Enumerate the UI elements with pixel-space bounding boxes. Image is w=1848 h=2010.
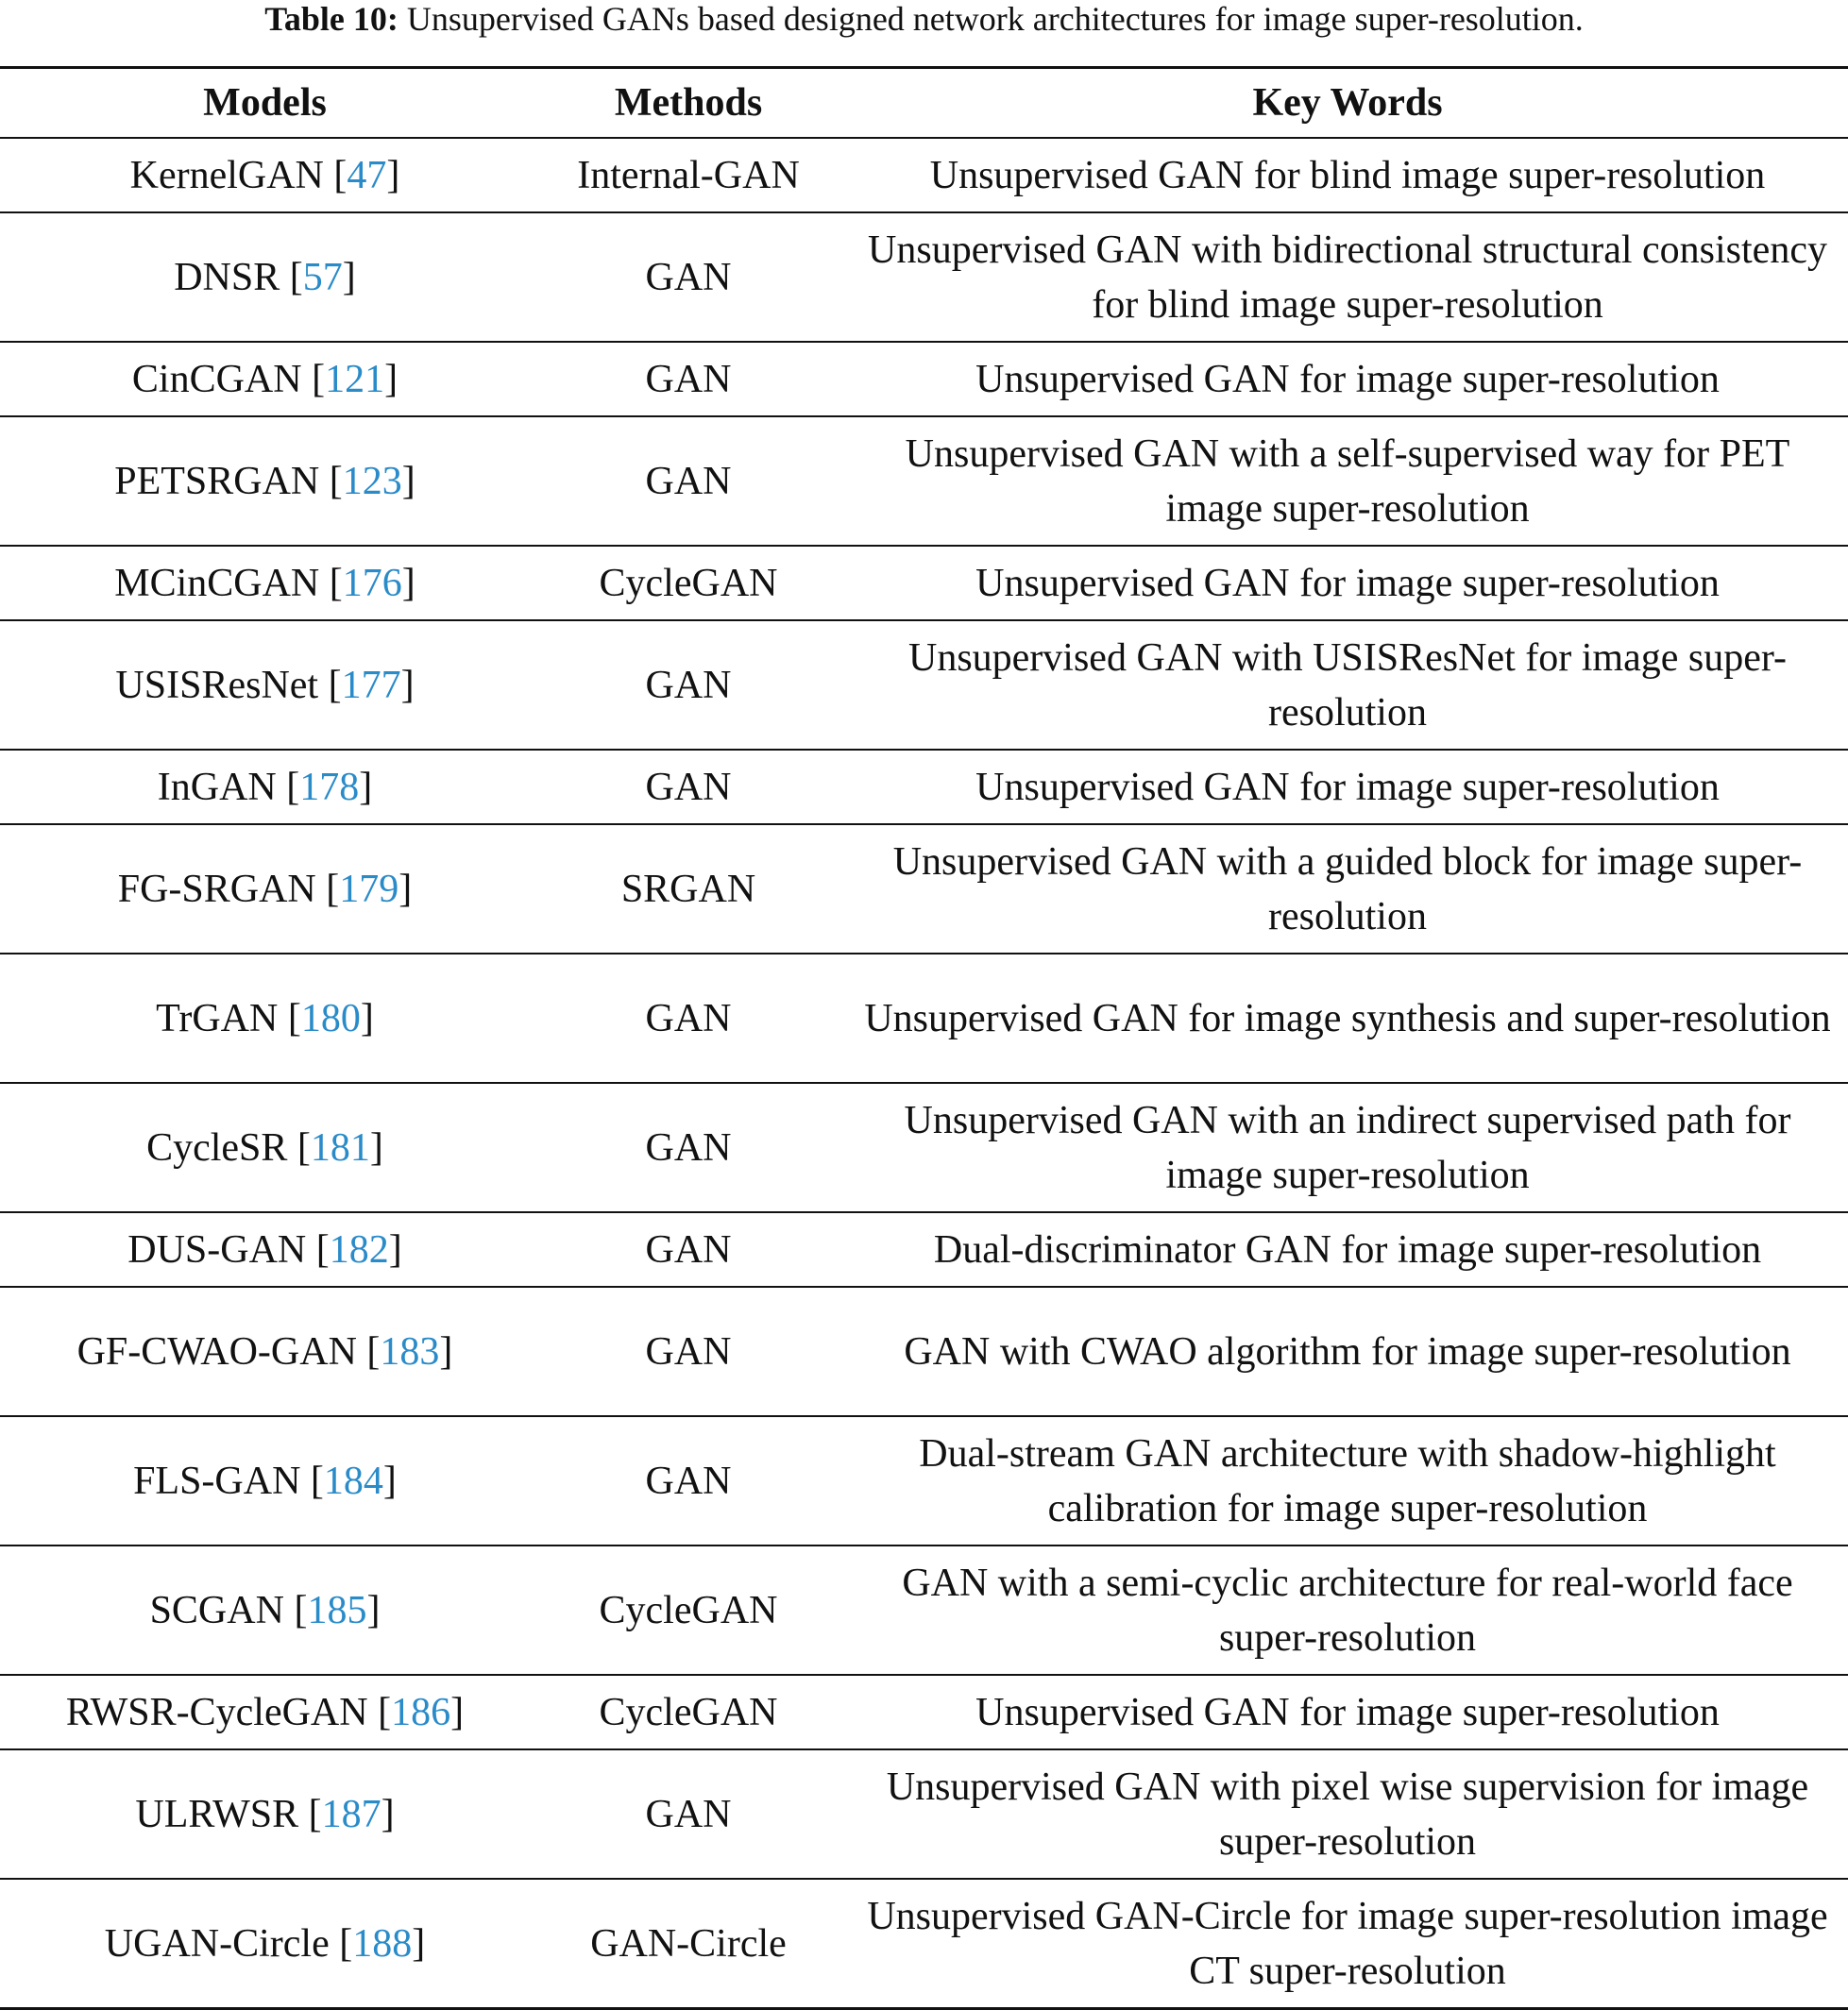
cell-model: FG-SRGAN [179] xyxy=(0,824,530,954)
model-name: KernelGAN xyxy=(129,153,324,197)
column-header-key-words: Key Words xyxy=(847,68,1848,139)
cell-key-words: Unsupervised GAN with an indirect supervised path for image super-resolution xyxy=(847,1083,1848,1212)
table-row xyxy=(0,1212,1848,1287)
cell-key-words: GAN with CWAO algorithm for image super-resolution xyxy=(847,1287,1848,1416)
cell-method: GAN xyxy=(530,342,847,416)
table-caption-label: Table 10: xyxy=(264,0,398,38)
reference-link[interactable]: 121 xyxy=(325,357,385,401)
cell-model: CinCGAN [121] xyxy=(0,342,530,416)
table-row xyxy=(0,750,1848,824)
cell-model: DNSR [57] xyxy=(0,212,530,342)
cell-key-words: Unsupervised GAN with a self-supervised way for PET image super-resolution xyxy=(847,416,1848,546)
reference-link[interactable]: 185 xyxy=(307,1588,367,1632)
cell-model: KernelGAN [47] xyxy=(0,138,530,212)
table-row xyxy=(0,1083,1848,1212)
cell-method: GAN xyxy=(530,1749,847,1879)
cell-method: GAN xyxy=(530,416,847,546)
table-caption xyxy=(0,0,1848,38)
reference-link[interactable]: 184 xyxy=(323,1459,383,1503)
table-caption-text: Unsupervised GANs based designed network architectures for image super-resolution. xyxy=(398,0,1584,38)
cell-key-words: Unsupervised GAN for blind image super-resolution xyxy=(847,138,1848,212)
cell-key-words: Unsupervised GAN for image super-resolution xyxy=(847,1675,1848,1749)
cell-key-words: Dual-discriminator GAN for image super-resolution xyxy=(847,1212,1848,1287)
table-row xyxy=(0,620,1848,750)
cell-key-words: Unsupervised GAN with pixel wise supervision for image super-resolution xyxy=(847,1749,1848,1879)
cell-model: UGAN-Circle [188] xyxy=(0,1879,530,2009)
cell-key-words: Unsupervised GAN for image super-resolution xyxy=(847,342,1848,416)
model-name: USISResNet xyxy=(115,663,319,707)
cell-method: CycleGAN xyxy=(530,1546,847,1675)
cell-method: SRGAN xyxy=(530,824,847,954)
model-name: DUS-GAN xyxy=(127,1227,307,1272)
cell-key-words: GAN with a semi-cyclic architecture for real-world face super-resolution xyxy=(847,1546,1848,1675)
cell-method: GAN xyxy=(530,750,847,824)
cell-method: GAN xyxy=(530,212,847,342)
reference-link[interactable]: 186 xyxy=(391,1690,451,1734)
model-name: GF-CWAO-GAN xyxy=(76,1329,357,1374)
model-name: UGAN-Circle xyxy=(104,1921,330,1966)
cell-model: CycleSR [181] xyxy=(0,1083,530,1212)
table-row xyxy=(0,1416,1848,1546)
table-row xyxy=(0,1287,1848,1416)
reference-link[interactable]: 183 xyxy=(380,1329,440,1374)
reference-link[interactable]: 181 xyxy=(310,1125,370,1170)
cell-key-words: Unsupervised GAN-Circle for image super-resolution image CT super-resolution xyxy=(847,1879,1848,2009)
cell-method: GAN xyxy=(530,620,847,750)
cell-model: GF-CWAO-GAN [183] xyxy=(0,1287,530,1416)
model-name: SCGAN xyxy=(149,1588,284,1632)
reference-link[interactable]: 179 xyxy=(339,867,399,911)
model-name: RWSR-CycleGAN xyxy=(65,1690,368,1734)
model-name: FG-SRGAN xyxy=(117,867,316,911)
model-name: ULRWSR xyxy=(135,1792,299,1836)
cell-key-words: Unsupervised GAN for image super-resolution xyxy=(847,546,1848,620)
model-name: PETSRGAN xyxy=(114,459,320,503)
table-header-row xyxy=(0,68,1848,139)
cell-model: RWSR-CycleGAN [186] xyxy=(0,1675,530,1749)
cell-method: GAN xyxy=(530,1083,847,1212)
model-name: DNSR xyxy=(174,255,280,299)
model-name: MCinCGAN xyxy=(114,561,320,605)
reference-link[interactable]: 47 xyxy=(347,153,387,197)
cell-method: GAN xyxy=(530,954,847,1083)
cell-model: PETSRGAN [123] xyxy=(0,416,530,546)
table-row xyxy=(0,138,1848,212)
column-header-models: Models xyxy=(0,68,530,139)
reference-link[interactable]: 187 xyxy=(321,1792,381,1836)
reference-link[interactable]: 176 xyxy=(342,561,402,605)
cell-model: TrGAN [180] xyxy=(0,954,530,1083)
table-row xyxy=(0,342,1848,416)
table-row xyxy=(0,1675,1848,1749)
cell-model: USISResNet [177] xyxy=(0,620,530,750)
cell-model: SCGAN [185] xyxy=(0,1546,530,1675)
cell-key-words: Unsupervised GAN with bidirectional structural consistency for blind image super-resolution xyxy=(847,212,1848,342)
table-row xyxy=(0,546,1848,620)
cell-method: CycleGAN xyxy=(530,546,847,620)
reference-link[interactable]: 178 xyxy=(299,765,360,809)
cell-method: CycleGAN xyxy=(530,1675,847,1749)
table-row xyxy=(0,416,1848,546)
cell-model: InGAN [178] xyxy=(0,750,530,824)
cell-key-words: Unsupervised GAN for image synthesis and super-resolution xyxy=(847,954,1848,1083)
table-body xyxy=(0,138,1848,2009)
cell-method: GAN xyxy=(530,1287,847,1416)
table-row xyxy=(0,212,1848,342)
cell-key-words: Unsupervised GAN with a guided block for image super-resolution xyxy=(847,824,1848,954)
cell-model: MCinCGAN [176] xyxy=(0,546,530,620)
cell-model: ULRWSR [187] xyxy=(0,1749,530,1879)
reference-link[interactable]: 57 xyxy=(302,255,343,299)
model-name: FLS-GAN xyxy=(133,1459,301,1503)
model-name: CinCGAN xyxy=(131,357,302,401)
reference-link[interactable]: 177 xyxy=(341,663,401,707)
table-row xyxy=(0,1749,1848,1879)
reference-link[interactable]: 182 xyxy=(329,1227,389,1272)
cell-model: DUS-GAN [182] xyxy=(0,1212,530,1287)
cell-key-words: Unsupervised GAN with USISResNet for image super-resolution xyxy=(847,620,1848,750)
architectures-table xyxy=(0,66,1848,2010)
cell-method: GAN xyxy=(530,1416,847,1546)
table-row xyxy=(0,954,1848,1083)
cell-key-words: Dual-stream GAN architecture with shadow-highlight calibration for image super-resolution xyxy=(847,1416,1848,1546)
model-name: InGAN xyxy=(157,765,277,809)
cell-method: GAN xyxy=(530,1212,847,1287)
model-name: TrGAN xyxy=(156,996,279,1040)
cell-method: GAN-Circle xyxy=(530,1879,847,2009)
table-row xyxy=(0,824,1848,954)
reference-link[interactable]: 180 xyxy=(300,996,361,1040)
cell-key-words: Unsupervised GAN for image super-resolution xyxy=(847,750,1848,824)
reference-link[interactable]: 188 xyxy=(352,1921,413,1966)
table-row xyxy=(0,1879,1848,2009)
reference-link[interactable]: 123 xyxy=(342,459,402,503)
model-name: CycleSR xyxy=(146,1125,288,1170)
table-row xyxy=(0,1546,1848,1675)
cell-model: FLS-GAN [184] xyxy=(0,1416,530,1546)
cell-method: Internal-GAN xyxy=(530,138,847,212)
column-header-methods: Methods xyxy=(530,68,847,139)
